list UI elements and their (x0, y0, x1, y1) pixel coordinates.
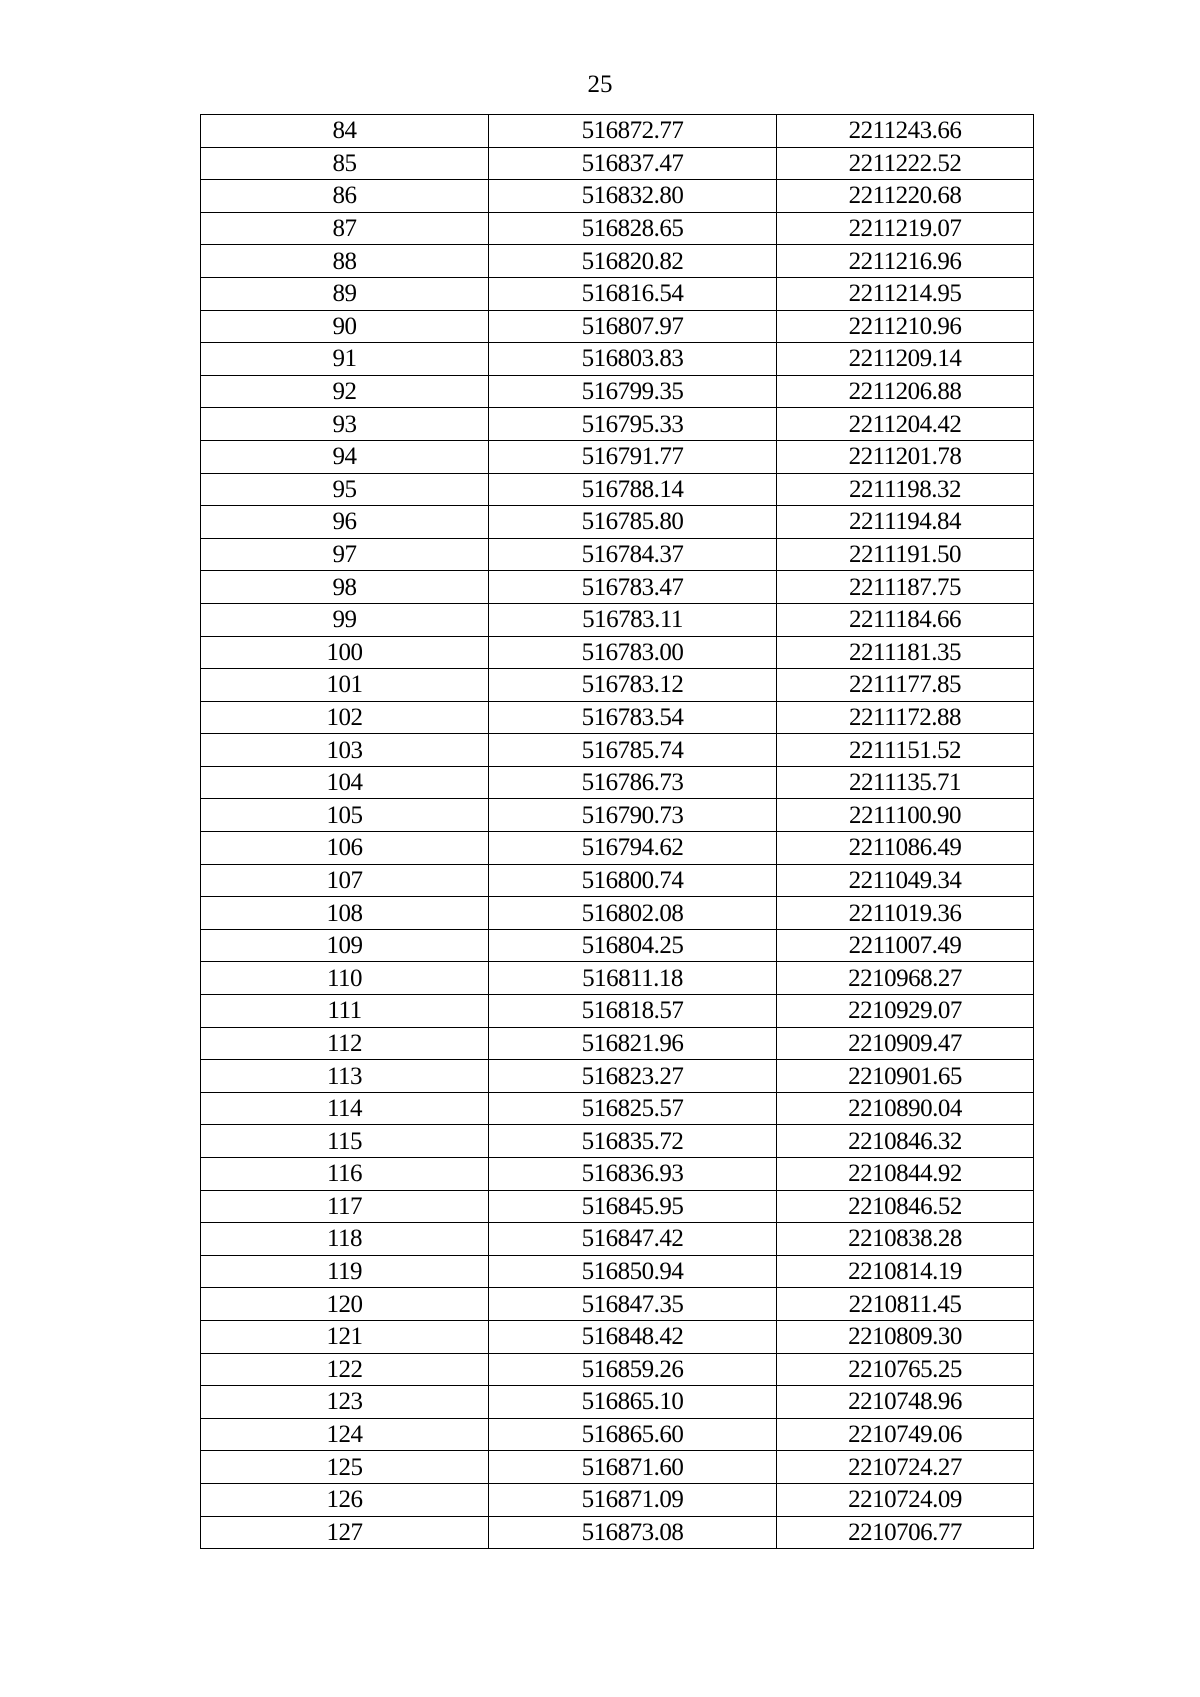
x-coordinate-cell: 516873.08 (489, 1516, 777, 1549)
table-row (201, 506, 1034, 539)
y-coordinate-cell: 2210844.92 (777, 1158, 1034, 1191)
page-number: 25 (587, 71, 613, 98)
x-coordinate-cell: 516871.09 (489, 1483, 777, 1516)
table-row (201, 1288, 1034, 1321)
point-number-cell: 114 (201, 1092, 489, 1125)
point-number-cell: 113 (201, 1060, 489, 1093)
point-number-cell: 110 (201, 962, 489, 995)
table-row (201, 929, 1034, 962)
point-number-cell: 92 (201, 375, 489, 408)
y-coordinate-cell: 2210968.27 (777, 962, 1034, 995)
point-number-cell: 125 (201, 1451, 489, 1484)
point-number-cell: 116 (201, 1158, 489, 1191)
x-coordinate-cell: 516832.80 (489, 180, 777, 213)
table-row (201, 1125, 1034, 1158)
point-number-cell: 99 (201, 603, 489, 636)
x-coordinate-cell: 516836.93 (489, 1158, 777, 1191)
point-number-cell: 85 (201, 147, 489, 180)
y-coordinate-cell: 2211209.14 (777, 343, 1034, 376)
table-row (201, 473, 1034, 506)
point-number-cell: 123 (201, 1386, 489, 1419)
x-coordinate-cell: 516837.47 (489, 147, 777, 180)
y-coordinate-cell: 2211086.49 (777, 832, 1034, 865)
y-coordinate-cell: 2211220.68 (777, 180, 1034, 213)
y-coordinate-cell: 2211007.49 (777, 929, 1034, 962)
y-coordinate-cell: 2211210.96 (777, 310, 1034, 343)
point-number-cell: 124 (201, 1418, 489, 1451)
x-coordinate-cell: 516818.57 (489, 995, 777, 1028)
table-row (201, 1060, 1034, 1093)
coordinate-table-body (201, 115, 1034, 1549)
x-coordinate-cell: 516800.74 (489, 864, 777, 897)
x-coordinate-cell: 516850.94 (489, 1255, 777, 1288)
point-number-cell: 121 (201, 1320, 489, 1353)
x-coordinate-cell: 516845.95 (489, 1190, 777, 1223)
y-coordinate-cell: 2210749.06 (777, 1418, 1034, 1451)
x-coordinate-cell: 516859.26 (489, 1353, 777, 1386)
table-row (201, 734, 1034, 767)
table-row (201, 636, 1034, 669)
table-row (201, 1451, 1034, 1484)
point-number-cell: 101 (201, 669, 489, 702)
x-coordinate-cell: 516795.33 (489, 408, 777, 441)
y-coordinate-cell: 2211187.75 (777, 571, 1034, 604)
x-coordinate-cell: 516799.35 (489, 375, 777, 408)
table-row (201, 180, 1034, 213)
x-coordinate-cell: 516847.42 (489, 1223, 777, 1256)
y-coordinate-cell: 2211198.32 (777, 473, 1034, 506)
table-row (201, 343, 1034, 376)
table-row (201, 962, 1034, 995)
point-number-cell: 96 (201, 506, 489, 539)
point-number-cell: 126 (201, 1483, 489, 1516)
table-row (201, 277, 1034, 310)
x-coordinate-cell: 516783.54 (489, 701, 777, 734)
table-row (201, 1320, 1034, 1353)
y-coordinate-cell: 2211049.34 (777, 864, 1034, 897)
point-number-cell: 103 (201, 734, 489, 767)
x-coordinate-cell: 516820.82 (489, 245, 777, 278)
y-coordinate-cell: 2211214.95 (777, 277, 1034, 310)
point-number-cell: 120 (201, 1288, 489, 1321)
x-coordinate-cell: 516821.96 (489, 1027, 777, 1060)
x-coordinate-cell: 516790.73 (489, 799, 777, 832)
x-coordinate-cell: 516816.54 (489, 277, 777, 310)
table-row (201, 1386, 1034, 1419)
point-number-cell: 89 (201, 277, 489, 310)
y-coordinate-cell: 2210724.27 (777, 1451, 1034, 1484)
x-coordinate-cell: 516784.37 (489, 538, 777, 571)
y-coordinate-cell: 2210890.04 (777, 1092, 1034, 1125)
table-row (201, 1190, 1034, 1223)
table-row (201, 1516, 1034, 1549)
x-coordinate-cell: 516872.77 (489, 115, 777, 148)
y-coordinate-cell: 2211216.96 (777, 245, 1034, 278)
table-row (201, 799, 1034, 832)
point-number-cell: 118 (201, 1223, 489, 1256)
y-coordinate-cell: 2211201.78 (777, 440, 1034, 473)
x-coordinate-cell: 516807.97 (489, 310, 777, 343)
point-number-cell: 91 (201, 343, 489, 376)
y-coordinate-cell: 2210901.65 (777, 1060, 1034, 1093)
point-number-cell: 111 (201, 995, 489, 1028)
table-row (201, 310, 1034, 343)
x-coordinate-cell: 516791.77 (489, 440, 777, 473)
y-coordinate-cell: 2210846.32 (777, 1125, 1034, 1158)
y-coordinate-cell: 2210748.96 (777, 1386, 1034, 1419)
x-coordinate-cell: 516803.83 (489, 343, 777, 376)
x-coordinate-cell: 516847.35 (489, 1288, 777, 1321)
x-coordinate-cell: 516786.73 (489, 766, 777, 799)
table-row (201, 1027, 1034, 1060)
point-number-cell: 93 (201, 408, 489, 441)
table-row (201, 701, 1034, 734)
table-row (201, 1353, 1034, 1386)
x-coordinate-cell: 516783.12 (489, 669, 777, 702)
y-coordinate-cell: 2210809.30 (777, 1320, 1034, 1353)
table-row (201, 538, 1034, 571)
point-number-cell: 127 (201, 1516, 489, 1549)
y-coordinate-cell: 2210724.09 (777, 1483, 1034, 1516)
table-row (201, 832, 1034, 865)
table-row (201, 995, 1034, 1028)
x-coordinate-cell: 516783.11 (489, 603, 777, 636)
point-number-cell: 106 (201, 832, 489, 865)
y-coordinate-cell: 2211100.90 (777, 799, 1034, 832)
table-row (201, 1418, 1034, 1451)
point-number-cell: 95 (201, 473, 489, 506)
x-coordinate-cell: 516802.08 (489, 897, 777, 930)
x-coordinate-cell: 516788.14 (489, 473, 777, 506)
x-coordinate-cell: 516783.00 (489, 636, 777, 669)
table-row (201, 1255, 1034, 1288)
point-number-cell: 105 (201, 799, 489, 832)
table-row (201, 408, 1034, 441)
point-number-cell: 108 (201, 897, 489, 930)
x-coordinate-cell: 516871.60 (489, 1451, 777, 1484)
point-number-cell: 107 (201, 864, 489, 897)
point-number-cell: 90 (201, 310, 489, 343)
y-coordinate-cell: 2210811.45 (777, 1288, 1034, 1321)
point-number-cell: 104 (201, 766, 489, 799)
point-number-cell: 97 (201, 538, 489, 571)
table-row (201, 766, 1034, 799)
x-coordinate-cell: 516865.60 (489, 1418, 777, 1451)
x-coordinate-cell: 516794.62 (489, 832, 777, 865)
point-number-cell: 102 (201, 701, 489, 734)
y-coordinate-cell: 2211191.50 (777, 538, 1034, 571)
y-coordinate-cell: 2210909.47 (777, 1027, 1034, 1060)
table-row (201, 147, 1034, 180)
y-coordinate-cell: 2211019.36 (777, 897, 1034, 930)
point-number-cell: 100 (201, 636, 489, 669)
y-coordinate-cell: 2211172.88 (777, 701, 1034, 734)
y-coordinate-cell: 2211219.07 (777, 212, 1034, 245)
point-number-cell: 88 (201, 245, 489, 278)
y-coordinate-cell: 2210838.28 (777, 1223, 1034, 1256)
y-coordinate-cell: 2211184.66 (777, 603, 1034, 636)
y-coordinate-cell: 2210765.25 (777, 1353, 1034, 1386)
table-row (201, 603, 1034, 636)
x-coordinate-cell: 516804.25 (489, 929, 777, 962)
table-row (201, 245, 1034, 278)
x-coordinate-cell: 516865.10 (489, 1386, 777, 1419)
table-row (201, 864, 1034, 897)
x-coordinate-cell: 516848.42 (489, 1320, 777, 1353)
x-coordinate-cell: 516835.72 (489, 1125, 777, 1158)
x-coordinate-cell: 516785.80 (489, 506, 777, 539)
point-number-cell: 112 (201, 1027, 489, 1060)
point-number-cell: 84 (201, 115, 489, 148)
y-coordinate-cell: 2211222.52 (777, 147, 1034, 180)
y-coordinate-cell: 2211151.52 (777, 734, 1034, 767)
y-coordinate-cell: 2211194.84 (777, 506, 1034, 539)
table-row (201, 440, 1034, 473)
table-row (201, 1092, 1034, 1125)
table-row (201, 1158, 1034, 1191)
table-row (201, 1483, 1034, 1516)
table-row (201, 897, 1034, 930)
y-coordinate-cell: 2210929.07 (777, 995, 1034, 1028)
y-coordinate-cell: 2211204.42 (777, 408, 1034, 441)
point-number-cell: 119 (201, 1255, 489, 1288)
table-row (201, 1223, 1034, 1256)
y-coordinate-cell: 2210846.52 (777, 1190, 1034, 1223)
y-coordinate-cell: 2211243.66 (777, 115, 1034, 148)
y-coordinate-cell: 2211206.88 (777, 375, 1034, 408)
table-row (201, 212, 1034, 245)
point-number-cell: 98 (201, 571, 489, 604)
point-number-cell: 87 (201, 212, 489, 245)
y-coordinate-cell: 2210706.77 (777, 1516, 1034, 1549)
point-number-cell: 109 (201, 929, 489, 962)
x-coordinate-cell: 516783.47 (489, 571, 777, 604)
x-coordinate-cell: 516823.27 (489, 1060, 777, 1093)
x-coordinate-cell: 516785.74 (489, 734, 777, 767)
point-number-cell: 122 (201, 1353, 489, 1386)
y-coordinate-cell: 2211181.35 (777, 636, 1034, 669)
y-coordinate-cell: 2211177.85 (777, 669, 1034, 702)
table-row (201, 571, 1034, 604)
y-coordinate-cell: 2211135.71 (777, 766, 1034, 799)
point-number-cell: 117 (201, 1190, 489, 1223)
x-coordinate-cell: 516828.65 (489, 212, 777, 245)
point-number-cell: 94 (201, 440, 489, 473)
x-coordinate-cell: 516811.18 (489, 962, 777, 995)
table-row (201, 115, 1034, 148)
coordinate-table (200, 114, 1034, 1549)
point-number-cell: 115 (201, 1125, 489, 1158)
table-row (201, 669, 1034, 702)
point-number-cell: 86 (201, 180, 489, 213)
x-coordinate-cell: 516825.57 (489, 1092, 777, 1125)
table-row (201, 375, 1034, 408)
y-coordinate-cell: 2210814.19 (777, 1255, 1034, 1288)
